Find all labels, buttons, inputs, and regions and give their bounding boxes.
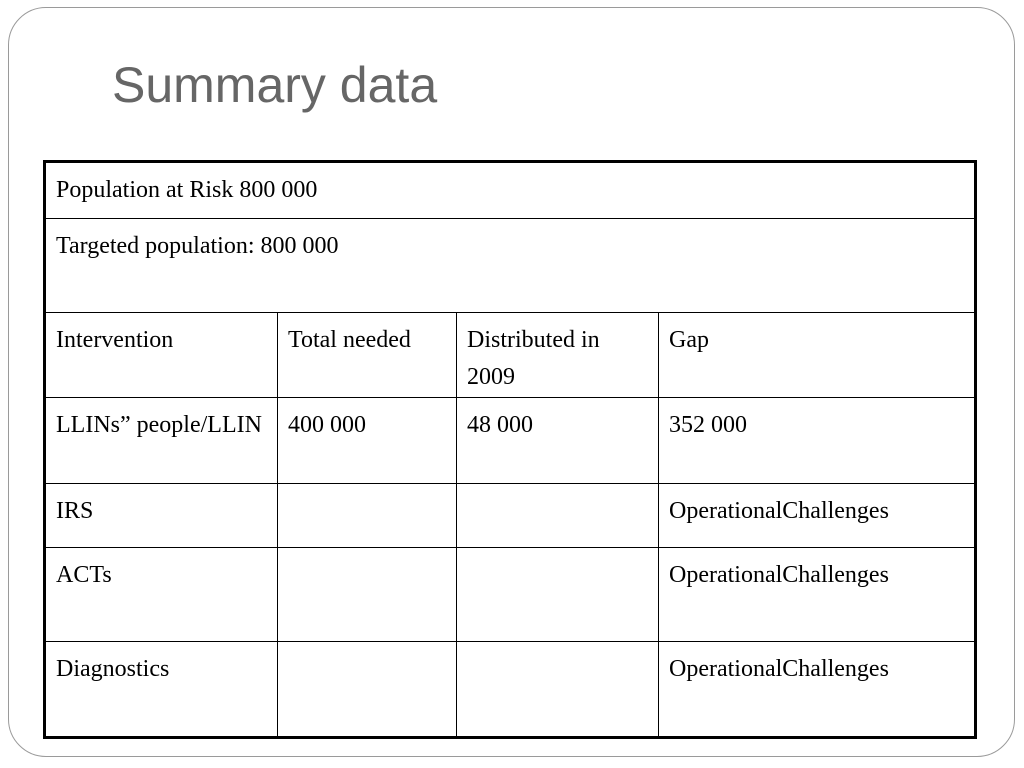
gap-cell: OperationalChallenges [659,548,976,642]
distributed-cell [457,642,659,738]
column-header-total-needed: Total needed [278,313,457,398]
slide-title: Summary data [112,57,438,113]
total-needed-cell: 400 000 [278,398,457,484]
gap-cell: OperationalChallenges [659,484,976,548]
column-header-intervention: Intervention [45,313,278,398]
total-needed-cell [278,484,457,548]
table-row [45,642,976,738]
intervention-cell: LLINs” people/LLIN [45,398,278,484]
gap-cell: 352 000 [659,398,976,484]
table-row [45,484,976,548]
table-header-row [45,313,976,398]
intervention-cell: Diagnostics [45,642,278,738]
table-row [45,398,976,484]
intervention-cell: IRS [45,484,278,548]
intervention-cell: ACTs [45,548,278,642]
column-header-distributed: Distributed in 2009 [457,313,659,398]
column-header-gap: Gap [659,313,976,398]
targeted-population-cell: Targeted population: 800 000 [45,219,976,313]
summary-table [43,160,977,739]
table-row [45,548,976,642]
gap-cell: OperationalChallenges [659,642,976,738]
table-row [45,219,976,313]
total-needed-cell [278,642,457,738]
total-needed-cell [278,548,457,642]
table-row [45,162,976,219]
population-at-risk-cell: Population at Risk 800 000 [45,162,976,219]
distributed-cell [457,548,659,642]
distributed-cell: 48 000 [457,398,659,484]
distributed-cell [457,484,659,548]
